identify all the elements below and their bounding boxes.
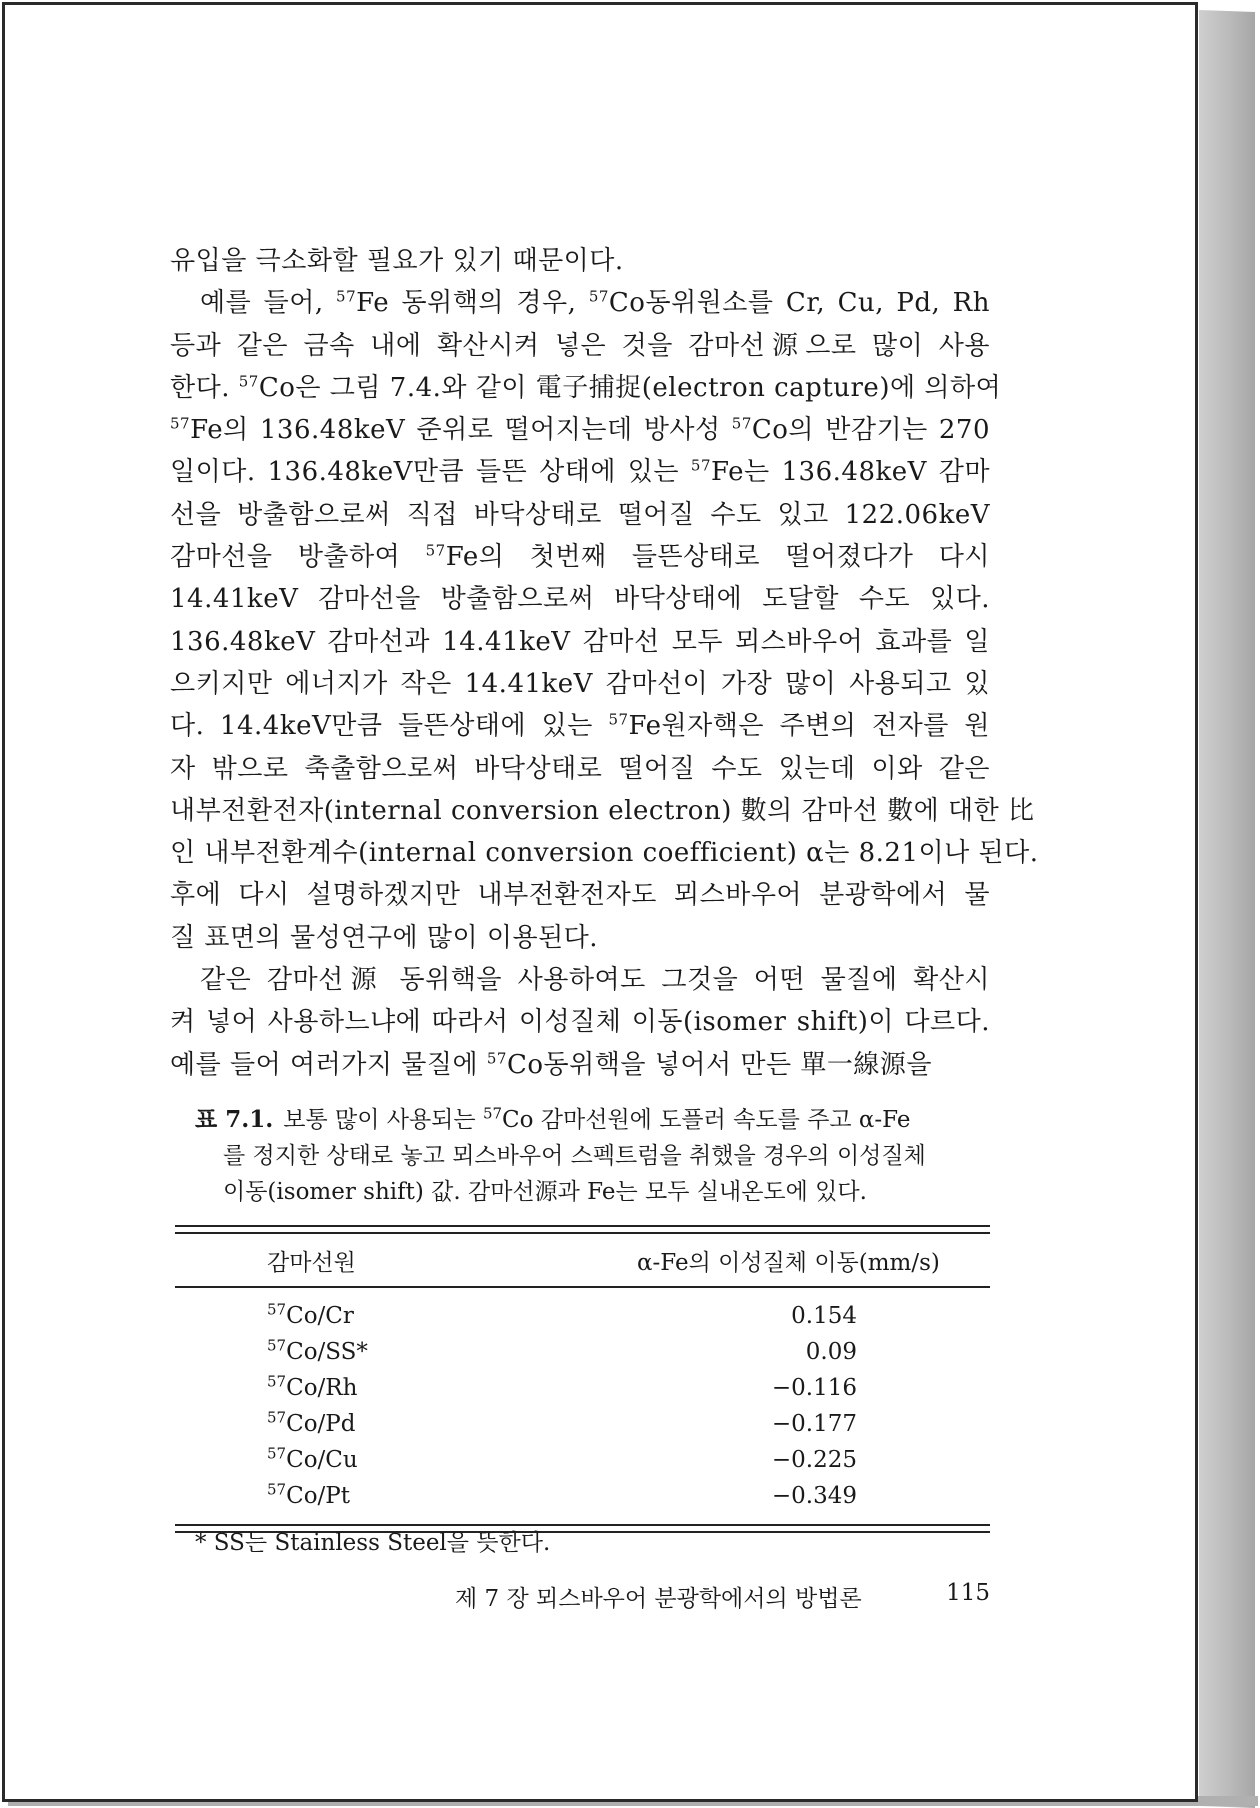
cell-source: $^{57}$Co/Cu xyxy=(267,1444,358,1473)
text-line: 후에 다시 설명하겠지만 내부전환전자도 뫼스바우어 분광학에서 물 xyxy=(170,880,990,911)
chapter-title: 제 7 장 뫼스바우어 분광학에서의 방법론 xyxy=(455,1586,862,1612)
text-line: 감마선을 방출하여 $^{57}$Fe의 첫번째 들뜬상태로 떨어졌다가 다시 xyxy=(170,541,990,573)
mass-number: 57 xyxy=(336,287,357,306)
mass-number: 57 xyxy=(267,1480,287,1499)
cell-shift: −0.116 xyxy=(771,1375,857,1401)
text-line: 선을 방출함으로써 직접 바닥상태로 떨어질 수도 있고 122.06keV xyxy=(170,499,990,530)
mass-number: 57 xyxy=(482,1104,503,1123)
text-line: 예를 들어 여러가지 물질에 $^{57}$Co동위핵을 넣어서 만든 單一線源을 xyxy=(170,1048,932,1080)
table-caption xyxy=(195,1102,995,1210)
mass-number: 57 xyxy=(267,1408,287,1427)
cell-source: $^{57}$Co/Pd xyxy=(267,1408,356,1437)
table-row xyxy=(175,1370,990,1406)
mass-number: 57 xyxy=(267,1444,287,1463)
text-line: 자 밖으로 축출함으로써 바닥상태로 떨어질 수도 있는데 이와 같은 xyxy=(170,753,990,784)
text-line: 으키지만 에너지가 작은 14.41keV 감마선이 가장 많이 사용되고 있 xyxy=(170,668,990,699)
text-line: 인 내부전환계수(internal conversion coefficient) α는 8.21이나 된다. xyxy=(170,838,1039,869)
page-edge-shadow xyxy=(1199,10,1255,1808)
mass-number: 57 xyxy=(267,1372,287,1391)
caption-line: 를 정지한 상태로 놓고 뫼스바우어 스펙트럼을 취했을 경우의 이성질체 xyxy=(223,1143,926,1169)
text-line: 한다. $^{57}$Co은 그림 7.4.와 같이 電子捕捉(electron capture)에 의하여 xyxy=(170,372,1002,403)
mass-number: 57 xyxy=(170,414,191,433)
cell-shift: −0.177 xyxy=(771,1411,857,1437)
cell-source: $^{57}$Co/SS* xyxy=(267,1336,368,1365)
table-body xyxy=(175,1288,990,1524)
table-row xyxy=(175,1298,990,1334)
mass-number: 57 xyxy=(690,456,712,475)
caption-line: 이동(isomer shift) 값. 감마선源과 Fe는 모두 실내온도에 있다. xyxy=(223,1179,867,1205)
cell-shift: −0.349 xyxy=(771,1483,857,1509)
caption-line xyxy=(195,1102,995,1138)
table-row xyxy=(175,1334,990,1370)
table-row xyxy=(175,1406,990,1442)
mass-number: 57 xyxy=(588,287,609,306)
cell-source: $^{57}$Co/Rh xyxy=(267,1372,358,1401)
cell-shift: 0.09 xyxy=(805,1339,857,1365)
text-line: 등과 같은 금속 내에 확산시켜 넣은 것을 감마선源으로 많이 사용 xyxy=(170,330,990,361)
mass-number: 57 xyxy=(267,1336,287,1355)
text-line: 예를 들어, $^{57}$Fe 동위핵의 경우, $^{57}$Co동위원소를 Cr, Cu, Pd, Rh xyxy=(200,287,990,319)
mass-number: 57 xyxy=(608,710,629,729)
text-line: 14.41keV 감마선을 방출함으로써 바닥상태에 도달할 수도 있다. xyxy=(170,584,990,615)
text-line: 다. 14.4keV만큼 들뜬상태에 있는 $^{57}$Fe원자핵은 주변의 전자를 원 xyxy=(170,710,990,742)
header-source: 감마선원 xyxy=(267,1249,356,1276)
table-header-row xyxy=(175,1234,990,1286)
mass-number: 57 xyxy=(731,414,752,433)
caption-label: 표 7.1. xyxy=(195,1106,274,1133)
mass-number: 57 xyxy=(238,372,259,391)
text-line: $^{57}$Fe의 136.48keV 준위로 떨어지는데 방사성 $^{57}$Co의 반감기는 270 xyxy=(170,414,990,446)
footnote: * SS는 Stainless Steel을 뜻한다. xyxy=(195,1530,551,1556)
text-line: 켜 넣어 사용하느냐에 따라서 이성질체 이동(isomer shift)이 다르다. xyxy=(170,1007,990,1038)
caption-text: 보통 많이 사용되는 $^{57}$Co 감마선원에 도플러 속도를 주고 α-Fe xyxy=(283,1104,911,1133)
text-line: 136.48keV 감마선과 14.41keV 감마선 모두 뫼스바우어 효과를 일 xyxy=(170,626,990,657)
text-line: 유입을 극소화할 필요가 있기 때문이다. xyxy=(170,246,624,276)
running-footer xyxy=(455,1580,990,1613)
table-row xyxy=(175,1442,990,1478)
text-line: 내부전환전자(internal conversion electron) 數의 감마선 數에 대한 比 xyxy=(170,795,1035,826)
cell-source: $^{57}$Co/Cr xyxy=(267,1300,354,1329)
text-line: 질 표면의 물성연구에 많이 이용된다. xyxy=(170,922,599,953)
page-number: 115 xyxy=(946,1580,990,1606)
cell-source: $^{57}$Co/Pt xyxy=(267,1480,351,1509)
text-line: 일이다. 136.48keV만큼 들뜬 상태에 있는 $^{57}$Fe는 136.48keV 감마 xyxy=(170,456,991,488)
isomer-shift-table xyxy=(175,1225,990,1533)
mass-number: 57 xyxy=(425,541,446,560)
header-shift: α-Fe의 이성질체 이동(mm/s) xyxy=(637,1249,940,1276)
mass-number: 57 xyxy=(486,1048,507,1067)
cell-shift: −0.225 xyxy=(771,1447,857,1473)
body-text xyxy=(170,240,1039,1086)
text-line: 같은 감마선源 동위핵을 사용하여도 그것을 어떤 물질에 확산시 xyxy=(200,965,990,996)
cell-shift: 0.154 xyxy=(791,1303,857,1329)
mass-number: 57 xyxy=(267,1300,287,1319)
table-row xyxy=(175,1478,990,1514)
table-top-rule xyxy=(175,1225,990,1234)
